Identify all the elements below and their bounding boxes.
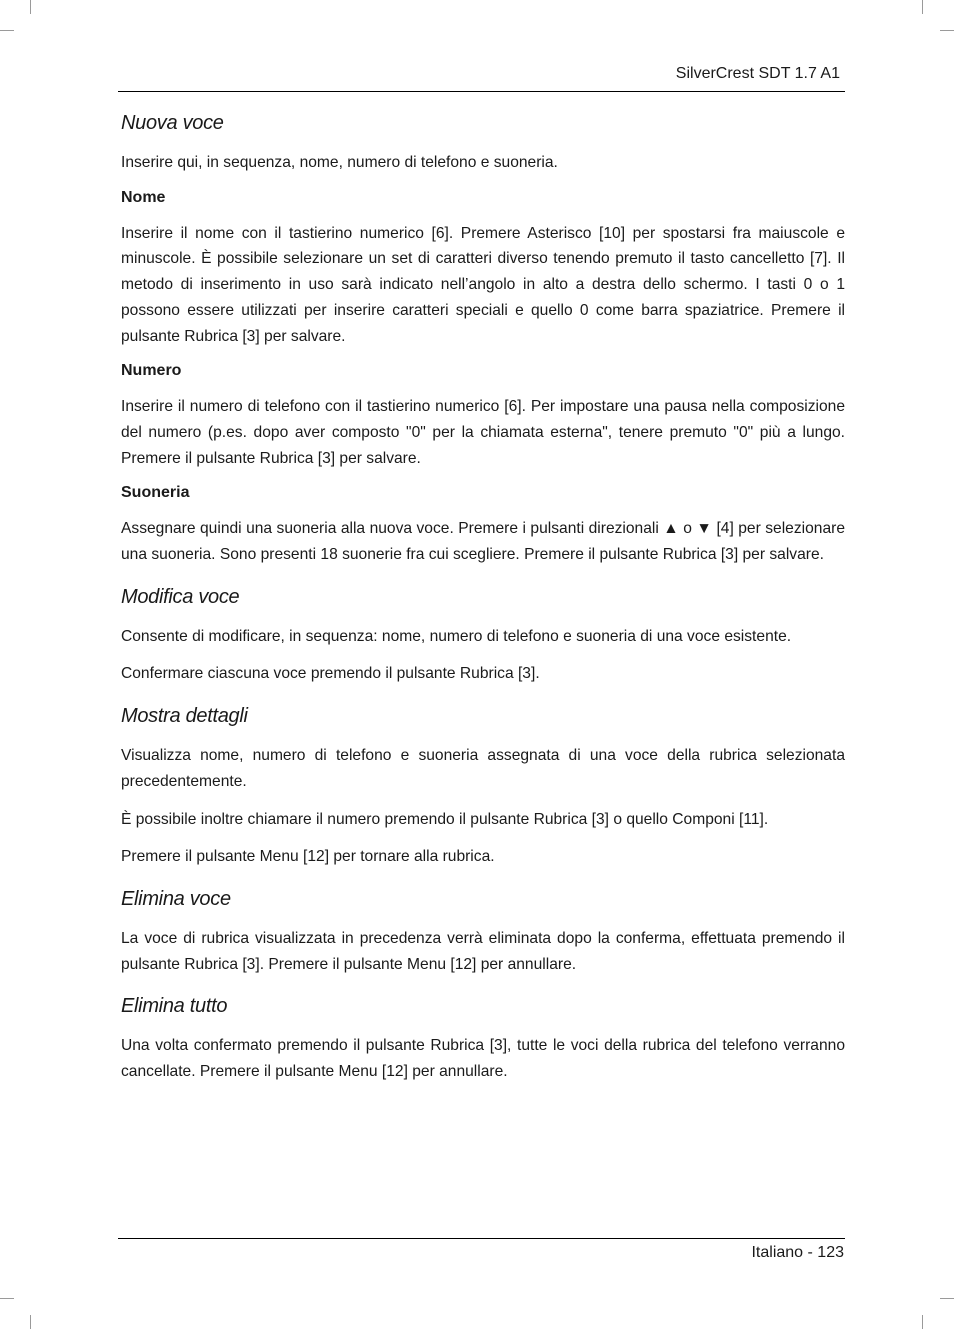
- page-number: 123: [817, 1244, 844, 1261]
- footer-rule: [118, 1238, 845, 1239]
- section-modifica-voce: [121, 584, 845, 687]
- crop-mark: [940, 30, 954, 31]
- crop-mark: [922, 1315, 923, 1329]
- section-nuova-voce: [121, 110, 845, 568]
- section-title: Nuova voce: [121, 112, 224, 134]
- paragraph: Una volta confermato premendo il pulsante Rubrica [3], tutte le voci della rubrica del telefono verranno cancellate. Premere il pulsante Menu [12] per annullare.: [121, 1037, 845, 1081]
- page-footer: [751, 1243, 844, 1263]
- crop-mark: [0, 30, 14, 31]
- page-content: [121, 110, 845, 1097]
- section-intro: Inserire qui, in sequenza, nome, numero di telefono e suoneria.: [121, 154, 558, 171]
- subsection-text-numero: Inserire il numero di telefono con il tastierino numerico [6]. Per impostare una pausa nella composizione del numero (p.es. dopo aver composto "0" per la chiamata esterna", tenere premuto "0" più a lungo. Premere il pulsante Rubrica [3] per salvare.: [121, 398, 845, 467]
- section-mostra-dettagli: [121, 703, 845, 870]
- footer-separator: -: [807, 1244, 813, 1261]
- paragraph: Confermare ciascuna voce premendo il pulsante Rubrica [3].: [121, 665, 540, 683]
- section-elimina-voce: [121, 886, 845, 977]
- header-rule: [118, 91, 845, 92]
- paragraph: Consente di modificare, in sequenza: nome, numero di telefono e suoneria di una voce esistente.: [121, 627, 792, 645]
- subsection-text-suoneria: Assegnare quindi una suoneria alla nuova voce. Premere i pulsanti direzionali ▲ o ▼ [4] per selezionare una suoneria. Sono presenti 18 suonerie fra cui scegliere. Premere il pulsante Rubrica [3] per salvare.: [121, 520, 845, 564]
- section-title: Modifica voce: [121, 585, 240, 608]
- crop-mark: [0, 1298, 14, 1299]
- subsection-heading-numero: Numero: [121, 362, 182, 380]
- subsection-heading-suoneria: Suoneria: [121, 484, 190, 502]
- section-elimina-tutto: [121, 993, 845, 1084]
- running-header: SilverCrest SDT 1.7 A1: [675, 65, 840, 82]
- subsection-heading-nome: Nome: [121, 188, 166, 206]
- crop-mark: [30, 0, 31, 14]
- section-title: Elimina tutto: [121, 995, 228, 1018]
- crop-mark: [940, 1298, 954, 1299]
- crop-mark: [30, 1315, 31, 1329]
- paragraph: È possibile inoltre chiamare il numero premendo il pulsante Rubrica [3] o quello Componi [11].: [121, 810, 769, 828]
- footer-language: Italiano: [751, 1244, 804, 1261]
- paragraph: Visualizza nome, numero di telefono e suoneria assegnata di una voce della rubrica selezionata precedentemente.: [121, 747, 845, 790]
- section-title: Mostra dettagli: [121, 705, 248, 728]
- section-title: Elimina voce: [121, 887, 231, 910]
- paragraph: Premere il pulsante Menu [12] per tornare alla rubrica.: [121, 848, 495, 866]
- paragraph: La voce di rubrica visualizzata in precedenza verrà eliminata dopo la conferma, effettuata premendo il pulsante Rubrica [3]. Premere il pulsante Menu [12] per annullare.: [121, 929, 845, 973]
- crop-mark: [922, 0, 923, 14]
- subsection-text-nome: Inserire il nome con il tastierino numerico [6]. Premere Asterisco [10] per spostarsi fra maiuscole e minuscole. È possibile selezionare un set di caratteri diverso tenendo premuto il tasto cancelletto [7]. Il metodo di inserimento in uso sarà indicato nell’angolo in alto a destra dello schermo. I tasti 0 o 1 possono essere utilizzati per inserire caratteri speciali e quello 0 come barra spaziatrice. Premere il pulsante Rubrica [3] per salvare.: [121, 224, 845, 345]
